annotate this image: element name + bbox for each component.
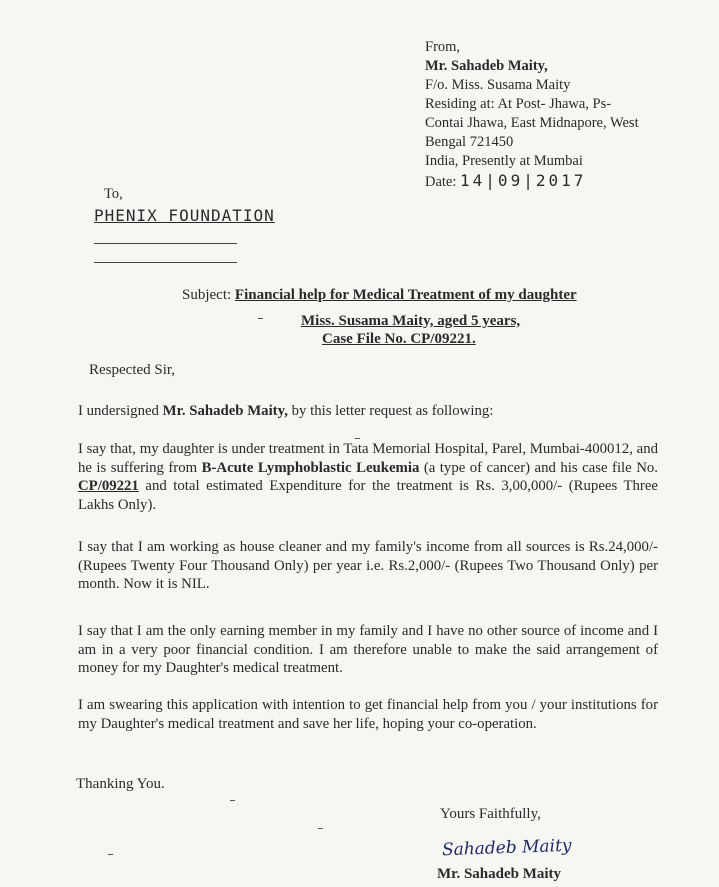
p1-pre: I undersigned (78, 403, 163, 419)
sender-relation: F/o. Miss. Susama Maity (425, 77, 571, 93)
scan-speck (355, 438, 360, 439)
sender-presently: India, Presently at Mumbai (425, 153, 583, 169)
sender-address-2: Contai Jhawa, East Midnapore, West (425, 115, 639, 131)
thanking-you: Thanking You. (76, 776, 165, 792)
subject-label: Subject: (182, 287, 232, 303)
scan-speck (108, 854, 113, 855)
p2-case-number: CP/09221 (78, 478, 139, 494)
sender-address-1: Residing at: At Post- Jhawa, Ps- (425, 96, 612, 112)
signer-name: Mr. Sahadeb Maity (437, 866, 562, 882)
address-blank-line-1 (94, 243, 237, 244)
paragraph-3: I say that I am working as house cleaner and my family's income from all sources is Rs.24,000/- (Rupees Twenty Four Thousand Only) per year i.e. Rs.2,000/- (Rupees Two Thousand Only) per month. Now it is NIL. (78, 539, 658, 592)
p2-b: (a type of cancer) and his case file No. (419, 459, 658, 476)
p2-a: I say that, my daughter is under treatment in Tata Memorial Hospital, Parel, Mumbai-400012, and he is suffering from (78, 441, 658, 476)
scan-speck (258, 318, 263, 319)
p1-post: by this letter request as following: (287, 403, 494, 419)
paragraph-1 (78, 402, 658, 421)
sender-name: Mr. Sahadeb Maity, (425, 58, 548, 74)
p2-c: and total estimated Expenditure for the treatment is Rs. 3,00,000/- (Rupees Three Lakhs Only). (78, 478, 658, 513)
handwritten-signature: Sahadeb Maity (441, 835, 572, 861)
paragraph-5: I am swearing this application with intention to get financial help from you / your institutions for my Daughter's medical treatment and save her life, hoping your co-operation. (78, 697, 658, 732)
to-label: To, (104, 186, 123, 202)
address-blank-line-2 (94, 262, 237, 263)
salutation: Respected Sir, (89, 362, 176, 378)
paragraph-4: I say that I am the only earning member in my family and I have no other source of income and I am in a very poor financial condition. I am therefore unable to make the said arrangement of money for my Daughter's medical treatment. (78, 623, 658, 676)
yours-faithfully: Yours Faithfully, (440, 806, 541, 822)
p2-diagnosis: B-Acute Lymphoblastic Leukemia (201, 459, 420, 476)
subject-text-2: Miss. Susama Maity, aged 5 years, (301, 313, 521, 329)
subject-text-1: Financial help for Medical Treatment of my daughter (234, 287, 577, 303)
date-label: Date: (425, 174, 457, 190)
sender-block (425, 38, 639, 192)
recipient-name: PHENIX FOUNDATION (94, 206, 275, 225)
paragraph-2 (78, 440, 658, 514)
date-value: 14|09|2017 (460, 171, 587, 190)
subject-text-3: Case File No. CP/09221. (322, 331, 476, 347)
from-label: From, (425, 39, 461, 55)
scan-speck (230, 800, 235, 801)
subject-line-1 (182, 286, 577, 305)
p1-name: Mr. Sahadeb Maity, (162, 403, 288, 419)
scan-speck (318, 828, 323, 829)
date-line (425, 171, 639, 192)
sender-address-3: Bengal 721450 (425, 134, 514, 150)
